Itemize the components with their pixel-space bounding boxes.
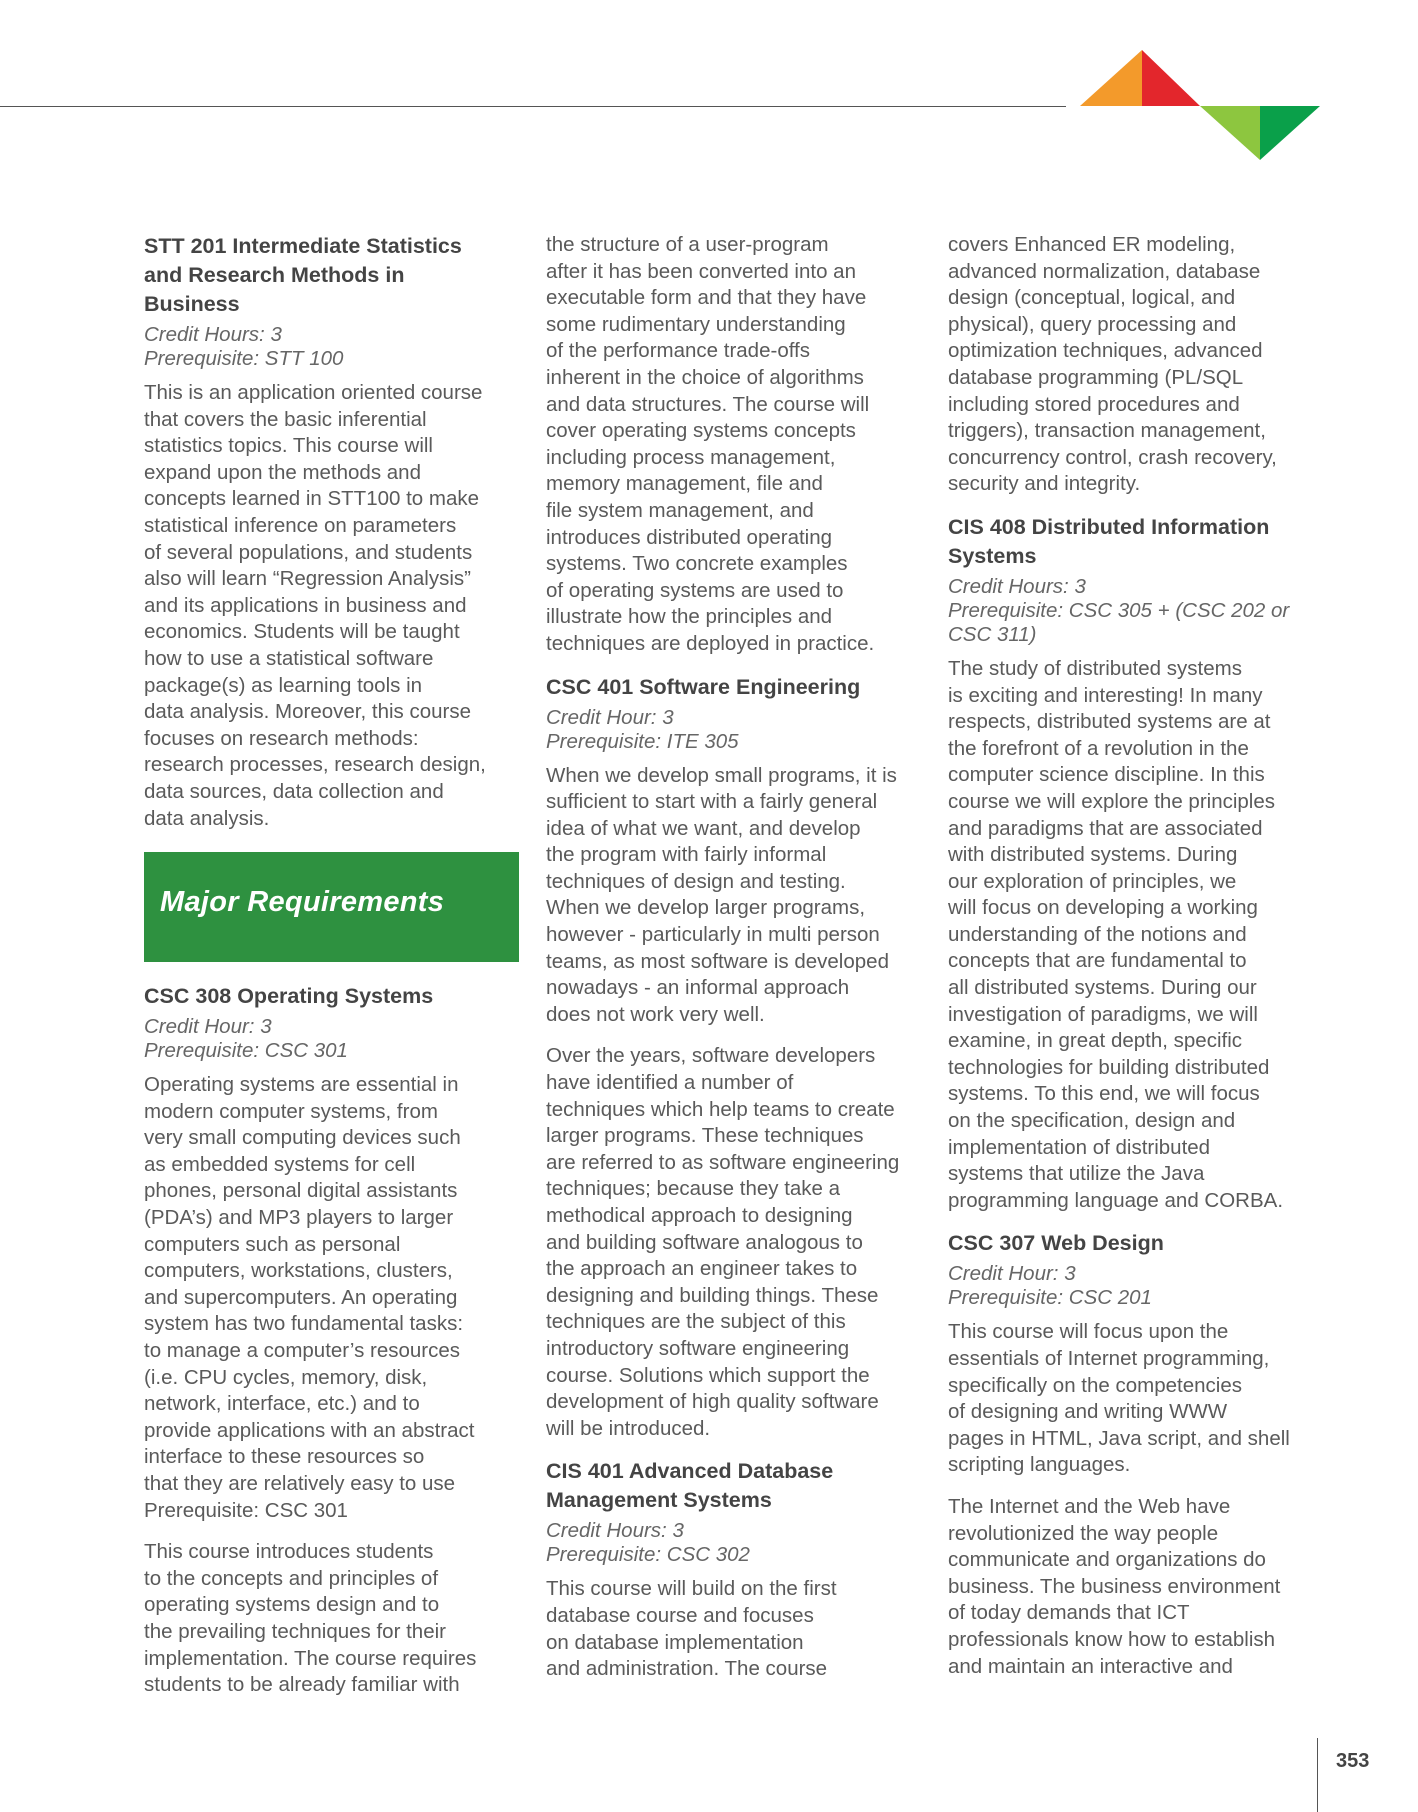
description-line: Operating systems are essential in — [144, 1073, 459, 1097]
column-2 — [546, 232, 921, 1698]
description-line: implementation. The course requires — [144, 1646, 477, 1670]
description-line: techniques of design and testing. — [546, 869, 846, 893]
description-line: concepts learned in STT100 to make — [144, 487, 480, 511]
course-title — [546, 673, 921, 702]
logo-lime-triangle — [1200, 106, 1260, 160]
description-line: implementation of distributed — [948, 1135, 1211, 1159]
description-line: illustrate how the principles and — [546, 605, 833, 629]
course-description — [546, 1043, 921, 1442]
description-line: network, interface, etc.) and to — [144, 1392, 420, 1416]
description-line: technologies for building distributed — [948, 1055, 1270, 1079]
description-line: and building software analogous to — [546, 1230, 863, 1254]
logo-red-triangle — [1142, 50, 1200, 106]
description-line: advanced normalization, database — [948, 259, 1261, 283]
description-line: computers such as personal — [144, 1232, 401, 1256]
description-line: on the specification, design and — [948, 1109, 1236, 1133]
description-line: as embedded systems for cell — [144, 1152, 416, 1176]
column-1 — [144, 232, 519, 1714]
description-line: the prevailing techniques for their — [144, 1619, 446, 1643]
description-line: techniques which help teams to create — [546, 1097, 895, 1121]
course-title-line: CIS 408 Distributed Information — [948, 514, 1270, 539]
course-meta — [948, 575, 1332, 647]
course-description — [546, 763, 921, 1029]
credit-hours: Credit Hour: 3 — [948, 1262, 1076, 1286]
description-line: When we develop larger programs, — [546, 896, 866, 920]
prerequisite: Prerequisite: CSC 302 — [546, 1543, 750, 1567]
description-line: larger programs. These techniques — [546, 1124, 864, 1148]
description-line: executable form and that they have — [546, 286, 867, 310]
description-line: some rudimentary understanding — [546, 312, 846, 336]
section-heading-box — [144, 852, 519, 962]
description-line: investigation of paradigms, we will — [948, 1002, 1258, 1026]
prerequisite: Prerequisite: CSC 301 — [144, 1039, 348, 1063]
description-line: research processes, research design, — [144, 753, 486, 777]
description-line: the structure of a user-program — [546, 233, 829, 256]
description-line: idea of what we want, and develop — [546, 816, 861, 840]
description-line: methodical approach to designing — [546, 1204, 853, 1227]
logo-green-triangle — [1260, 106, 1320, 160]
description-line: of several populations, and students — [144, 540, 473, 564]
description-line: introduces distributed operating — [546, 525, 833, 549]
description-line: When we develop small programs, it is — [546, 763, 897, 787]
description-line: after it has been converted into an — [546, 259, 856, 283]
course-meta — [144, 323, 519, 371]
course-title — [546, 1457, 921, 1515]
course-description — [948, 1494, 1332, 1680]
credit-hours: Credit Hour: 3 — [546, 705, 674, 729]
description-line: This course introduces students — [144, 1540, 434, 1564]
column-3 — [948, 232, 1332, 1695]
course-description — [546, 1576, 921, 1682]
description-line: revolutionized the way people — [948, 1521, 1219, 1545]
description-line: and paradigms that are associated — [948, 816, 1263, 840]
description-line: business. The business environment — [948, 1574, 1281, 1598]
description-line: memory management, file and — [546, 472, 823, 496]
course-title — [948, 513, 1332, 571]
description-line: modern computer systems, from — [144, 1099, 438, 1123]
description-line: programming language and CORBA. — [948, 1188, 1284, 1212]
description-line: will be introduced. — [546, 1416, 711, 1440]
credit-hours: Credit Hours: 3 — [144, 323, 282, 346]
description-line: systems. To this end, we will focus — [948, 1082, 1260, 1106]
description-line: and administration. The course — [546, 1657, 828, 1681]
description-line: expand upon the methods and — [144, 460, 421, 484]
course-description — [144, 380, 519, 832]
description-line: economics. Students will be taught — [144, 620, 460, 644]
description-line: techniques; because they take a — [546, 1177, 841, 1201]
description-line: system has two fundamental tasks: — [144, 1312, 464, 1336]
section-heading: Major Requirements — [160, 886, 445, 919]
course-title — [948, 1229, 1332, 1258]
description-line: how to use a statistical software — [144, 646, 434, 670]
logo-orange-triangle — [1080, 50, 1142, 106]
course-title-line: CSC 308 Operating Systems — [144, 984, 434, 1009]
description-line: course. Solutions which support the — [546, 1363, 870, 1387]
description-line: file system management, and — [546, 498, 814, 522]
description-line: and its applications in business and — [144, 593, 467, 617]
course-title-line: CIS 401 Advanced Database — [546, 1459, 834, 1484]
course-title-line: Systems — [948, 543, 1037, 568]
description-line: operating systems design and to — [144, 1593, 440, 1617]
description-line: database course and focuses — [546, 1603, 814, 1627]
description-line: data analysis. — [144, 806, 270, 830]
description-line: Over the years, software developers — [546, 1044, 876, 1068]
description-line: This is an application oriented course — [144, 381, 483, 404]
description-line: (PDA’s) and MP3 players to larger — [144, 1206, 454, 1230]
description-line: and data structures. The course will — [546, 392, 870, 416]
description-line: inherent in the choice of algorithms — [546, 365, 864, 389]
description-line: have identified a number of — [546, 1071, 794, 1095]
description-line: respects, distributed systems are at — [948, 710, 1271, 734]
description-line: specifically on the competencies — [948, 1373, 1242, 1397]
page-number-rule — [1317, 1738, 1318, 1812]
triangle-logo-icon — [1080, 50, 1320, 165]
prerequisite: CSC 311) — [948, 622, 1037, 646]
description-line: focuses on research methods: — [144, 726, 419, 750]
description-line: systems that utilize the Java — [948, 1162, 1205, 1186]
prerequisite: Prerequisite: STT 100 — [144, 347, 344, 370]
description-line: will focus on developing a working — [948, 896, 1258, 920]
description-line: development of high quality software — [546, 1390, 879, 1414]
description-line: provide applications with an abstract — [144, 1418, 475, 1442]
description-line: designing and building things. These — [546, 1283, 879, 1307]
description-line: (i.e. CPU cycles, memory, disk, — [144, 1365, 428, 1389]
description-line: essentials of Internet programming, — [948, 1347, 1270, 1370]
description-line: Prerequisite: CSC 301 — [144, 1498, 348, 1522]
credit-hours: Credit Hours: 3 — [948, 574, 1086, 598]
description-line: students to be already familiar with — [144, 1673, 460, 1697]
description-line: our exploration of principles, we — [948, 869, 1237, 893]
description-line: cover operating systems concepts — [546, 419, 856, 443]
description-line: the approach an engineer takes to — [546, 1257, 858, 1281]
description-line: optimization techniques, advanced — [948, 339, 1263, 363]
course-title — [144, 982, 519, 1011]
description-line: professionals know how to establish — [948, 1627, 1276, 1651]
description-line: The Internet and the Web have — [948, 1494, 1231, 1518]
course-description — [948, 656, 1332, 1214]
description-line: techniques are deployed in practice. — [546, 631, 875, 655]
course-title-line: STT 201 Intermediate Statistics — [144, 234, 462, 258]
description-line: sufficient to start with a fairly general — [546, 790, 878, 814]
description-line: does not work very well. — [546, 1002, 765, 1026]
description-line: design (conceptual, logical, and — [948, 286, 1236, 310]
page-number: 353 — [1336, 1750, 1370, 1772]
description-line: statistical inference on parameters — [144, 513, 457, 537]
description-line: of today demands that ICT — [948, 1601, 1190, 1625]
description-line: security and integrity. — [948, 472, 1141, 496]
description-line: concurrency control, crash recovery, — [948, 445, 1277, 469]
description-line: including stored procedures and — [948, 392, 1240, 416]
description-line: data sources, data collection and — [144, 779, 444, 803]
prerequisite: Prerequisite: CSC 305 + (CSC 202 or — [948, 598, 1290, 622]
description-line: statistics topics. This course will — [144, 434, 433, 458]
description-line: that covers the basic inferential — [144, 407, 427, 431]
description-line: techniques are the subject of this — [546, 1310, 846, 1334]
course-title-line: Management Systems — [546, 1488, 772, 1513]
course-meta — [546, 1519, 921, 1567]
course-description — [144, 1072, 519, 1524]
course-description — [948, 1319, 1332, 1479]
description-line: all distributed systems. During our — [948, 976, 1257, 1000]
description-line: data analysis. Moreover, this course — [144, 700, 472, 724]
description-line: however - particularly in multi person — [546, 923, 880, 947]
description-line: computers, workstations, clusters, — [144, 1259, 453, 1283]
description-line: of designing and writing WWW — [948, 1400, 1228, 1424]
header-rule — [0, 106, 1066, 107]
prerequisite: Prerequisite: ITE 305 — [546, 729, 739, 753]
description-line: with distributed systems. During — [948, 843, 1238, 867]
description-line: also will learn “Regression Analysis” — [144, 567, 471, 591]
description-line: This course will build on the first — [546, 1577, 837, 1601]
description-line: phones, personal digital assistants — [144, 1179, 458, 1203]
course-meta — [144, 1015, 519, 1063]
description-line: of the performance trade-offs — [546, 339, 810, 363]
description-line: are referred to as software engineering — [546, 1150, 900, 1174]
description-line: and maintain an interactive and — [948, 1654, 1233, 1678]
credit-hours: Credit Hours: 3 — [546, 1519, 684, 1543]
prerequisite: Prerequisite: CSC 201 — [948, 1286, 1152, 1310]
description-line: examine, in great depth, specific — [948, 1029, 1242, 1053]
description-line: communicate and organizations do — [948, 1548, 1266, 1572]
description-line: package(s) as learning tools in — [144, 673, 423, 697]
description-line: computer science discipline. In this — [948, 763, 1265, 787]
description-line: very small computing devices such — [144, 1126, 461, 1150]
description-line: understanding of the notions and — [948, 922, 1247, 946]
description-line: course we will explore the principles — [948, 789, 1276, 813]
description-line: is exciting and interesting! In many — [948, 683, 1263, 707]
course-title-line: CSC 401 Software Engineering — [546, 674, 861, 699]
description-line: scripting languages. — [948, 1453, 1131, 1477]
description-line: on database implementation — [546, 1630, 804, 1654]
course-title-line: Business — [144, 292, 240, 316]
description-line: The study of distributed systems — [948, 656, 1242, 680]
course-description — [948, 232, 1332, 498]
credit-hours: Credit Hour: 3 — [144, 1015, 272, 1039]
description-line: and supercomputers. An operating — [144, 1285, 458, 1309]
course-title — [144, 232, 519, 319]
description-line: nowadays - an informal approach — [546, 976, 850, 1000]
description-line: including process management, — [546, 445, 836, 469]
course-meta — [948, 1262, 1332, 1310]
course-title-line: and Research Methods in — [144, 263, 405, 287]
description-line: to the concepts and principles of — [144, 1566, 439, 1590]
description-line: covers Enhanced ER modeling, — [948, 233, 1236, 256]
description-line: pages in HTML, Java script, and shell — [948, 1426, 1290, 1450]
description-line: to manage a computer’s resources — [144, 1339, 461, 1363]
course-description — [144, 1539, 519, 1699]
description-line: of operating systems are used to — [546, 578, 844, 602]
course-meta — [546, 706, 921, 754]
description-line: that they are relatively easy to use — [144, 1472, 456, 1495]
description-line: database programming (PL/SQL — [948, 365, 1244, 389]
description-line: physical), query processing and — [948, 312, 1237, 336]
description-line: interface to these resources so — [144, 1445, 425, 1469]
course-description — [546, 232, 921, 658]
description-line: triggers), transaction management, — [948, 419, 1266, 443]
description-line: systems. Two concrete examples — [546, 552, 848, 576]
description-line: the program with fairly informal — [546, 843, 827, 867]
description-line: teams, as most software is developed — [546, 949, 889, 973]
description-line: introductory software engineering — [546, 1336, 850, 1360]
description-line: the forefront of a revolution in the — [948, 736, 1249, 760]
description-line: This course will focus upon the — [948, 1320, 1229, 1344]
description-line: concepts that are fundamental to — [948, 949, 1247, 973]
course-title-line: CSC 307 Web Design — [948, 1231, 1164, 1256]
